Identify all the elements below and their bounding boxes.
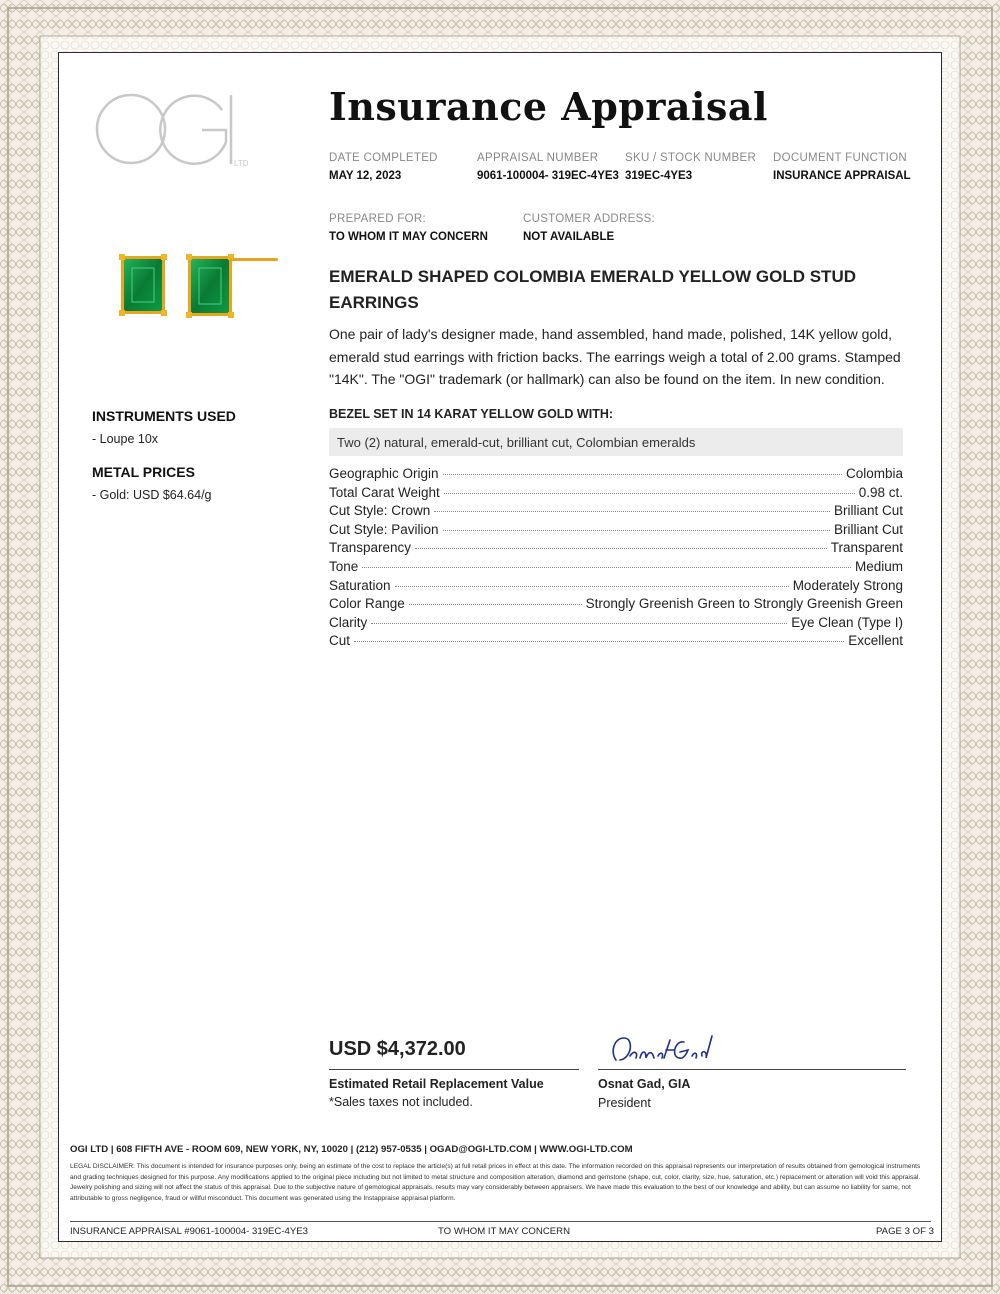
metal-price-item: - Gold: USD $64.64/g (92, 488, 212, 502)
instrument-item: - Loupe 10x (92, 432, 159, 446)
price-rule (329, 1069, 579, 1070)
item-description: One pair of lady's designer made, hand assembled, hand made, polished, 14K yellow gold, emerald stud earrings with friction backs. The earrings weigh a total of 2.00 grams. Stamped "14K". The "OGI" trademark (or hallmark) can also be found on the item. In new condition. (329, 326, 901, 387)
leader-dots (415, 548, 827, 549)
spec-label: Cut Style: Pavilion (329, 521, 439, 537)
metal-prices-heading: METAL PRICES (92, 464, 195, 480)
meta-label: DATE COMPLETED (329, 152, 438, 164)
meta-value: 9061-100004- 319EC-4YE3 (477, 170, 619, 182)
spec-row (329, 540, 903, 559)
spec-row (329, 596, 903, 615)
footer-appraisal-id: INSURANCE APPRAISAL #9061-100004- 319EC-4YE3 (70, 1226, 309, 1237)
meta-sku (625, 152, 756, 182)
leader-dots (409, 604, 582, 605)
leader-dots (444, 493, 855, 494)
signer-name: Osnat Gad, GIA (598, 1077, 691, 1091)
spec-label: Total Carat Weight (329, 484, 440, 500)
document-title: Insurance Appraisal (329, 84, 768, 129)
spec-label: Cut (329, 633, 351, 649)
spec-label: Color Range (329, 596, 405, 612)
leader-dots (434, 511, 830, 512)
meta-date (329, 152, 438, 182)
legal-disclaimer: LEGAL DISCLAIMER: This document is intended for insurance purposes only, being an estimate of the cost to replace the article(s) at full retail prices in effect at this date. The information recorded on this appraisal represents our interpretation of results obtained from gemological instruments and grading techniques designed for this purpose. Any modifications applied to the original piece including but not limited to metal structure and composition alteration, diamond and gemstone (shape, cut, color, clarity, size, hue, saturation, etc.) replacement or alteration will void this appraisal. Jewelry polishing and sizing will not affect the status of this appraisal. Due to the subjective nature of gemological appraisals, results may vary considerably between appraisers. We have made this evaluation to the best of our knowledge and ability, but can assume no liability for same, not attributable to gross negligence, fraud or willful misconduct. This document was generated using the Instappraise appraisal platform. (70, 1163, 921, 1202)
spec-value: Excellent (848, 633, 903, 649)
spec-value: Transparent (830, 540, 903, 556)
customer-address (523, 213, 655, 243)
meta-label: APPRAISAL NUMBER (477, 152, 599, 164)
spec-label: Cut Style: Crown (329, 503, 431, 519)
earrings-photo (112, 246, 282, 326)
instruments-heading: INSTRUMENTS USED (92, 408, 236, 424)
spec-value: Strongly Greenish Green to Strongly Greenish Green (585, 596, 903, 612)
bezel-heading: BEZEL SET IN 14 KARAT YELLOW GOLD WITH: (329, 407, 614, 421)
logo-sub-text: LTD (234, 159, 249, 168)
stones-summary: Two (2) natural, emerald-cut, brilliant cut, Colombian emeralds (329, 428, 903, 456)
spec-row (329, 503, 903, 522)
meta-appraisal-number (477, 152, 619, 182)
spec-value: Eye Clean (Type I) (791, 614, 903, 630)
metal-prices-section (92, 464, 212, 502)
footer-rule (70, 1221, 931, 1222)
spec-row (329, 559, 903, 578)
spec-value: Colombia (845, 466, 903, 481)
signer-role: President (598, 1096, 651, 1110)
leader-dots (362, 567, 851, 568)
prepared-for (329, 213, 488, 243)
spec-label: Clarity (329, 614, 368, 630)
item-heading: EMERALD SHAPED COLOMBIA EMERALD YELLOW GOLD STUD EARRINGS (329, 267, 856, 312)
spec-label: Tone (329, 558, 359, 574)
tax-note: *Sales taxes not included. (329, 1095, 473, 1109)
meta-value: NOT AVAILABLE (523, 231, 615, 243)
spec-value: Brilliant Cut (833, 521, 903, 537)
spec-label: Geographic Origin (329, 466, 439, 481)
spec-row (329, 485, 903, 504)
spec-row (329, 522, 903, 541)
leader-dots (371, 623, 787, 624)
signature-image (608, 1030, 738, 1070)
company-address: OGI LTD | 608 FIFTH AVE - ROOM 609, NEW YORK, NY, 10020 | (212) 957-0535 | OGAD@OGI-LTD.COM | WWW.OGI-LTD.COM (70, 1144, 633, 1155)
spec-value: 0.98 ct. (858, 484, 903, 500)
meta-value: INSURANCE APPRAISAL (773, 170, 911, 182)
page-number: PAGE 3 OF 3 (876, 1226, 934, 1237)
footer-recipient: TO WHOM IT MAY CONCERN (438, 1226, 571, 1237)
spec-row (329, 466, 903, 485)
leader-dots (443, 474, 842, 475)
leader-dots (354, 641, 844, 642)
value-caption: Estimated Retail Replacement Value (329, 1077, 544, 1091)
meta-value: 319EC-4YE3 (625, 170, 693, 182)
meta-label: SKU / STOCK NUMBER (625, 152, 757, 164)
spec-value: Brilliant Cut (833, 503, 903, 519)
meta-value: TO WHOM IT MAY CONCERN (329, 231, 488, 243)
spec-value: Medium (854, 558, 903, 574)
ogi-logo (94, 92, 254, 172)
meta-document-function (773, 152, 911, 182)
instruments-section (92, 408, 236, 446)
replacement-value: USD $4,372.00 (329, 1038, 466, 1060)
signature-rule (598, 1069, 906, 1070)
meta-label: PREPARED FOR: (329, 213, 426, 225)
spec-value: Moderately Strong (792, 577, 903, 593)
leader-dots (395, 586, 789, 587)
spec-label: Transparency (329, 540, 412, 556)
meta-label: CUSTOMER ADDRESS: (523, 213, 656, 225)
meta-value: MAY 12, 2023 (329, 170, 402, 182)
spec-row (329, 633, 903, 652)
spec-label: Saturation (329, 577, 391, 593)
spec-row (329, 615, 903, 634)
meta-label: DOCUMENT FUNCTION (773, 152, 907, 164)
leader-dots (443, 530, 830, 531)
spec-row (329, 578, 903, 597)
spec-table (329, 466, 903, 652)
